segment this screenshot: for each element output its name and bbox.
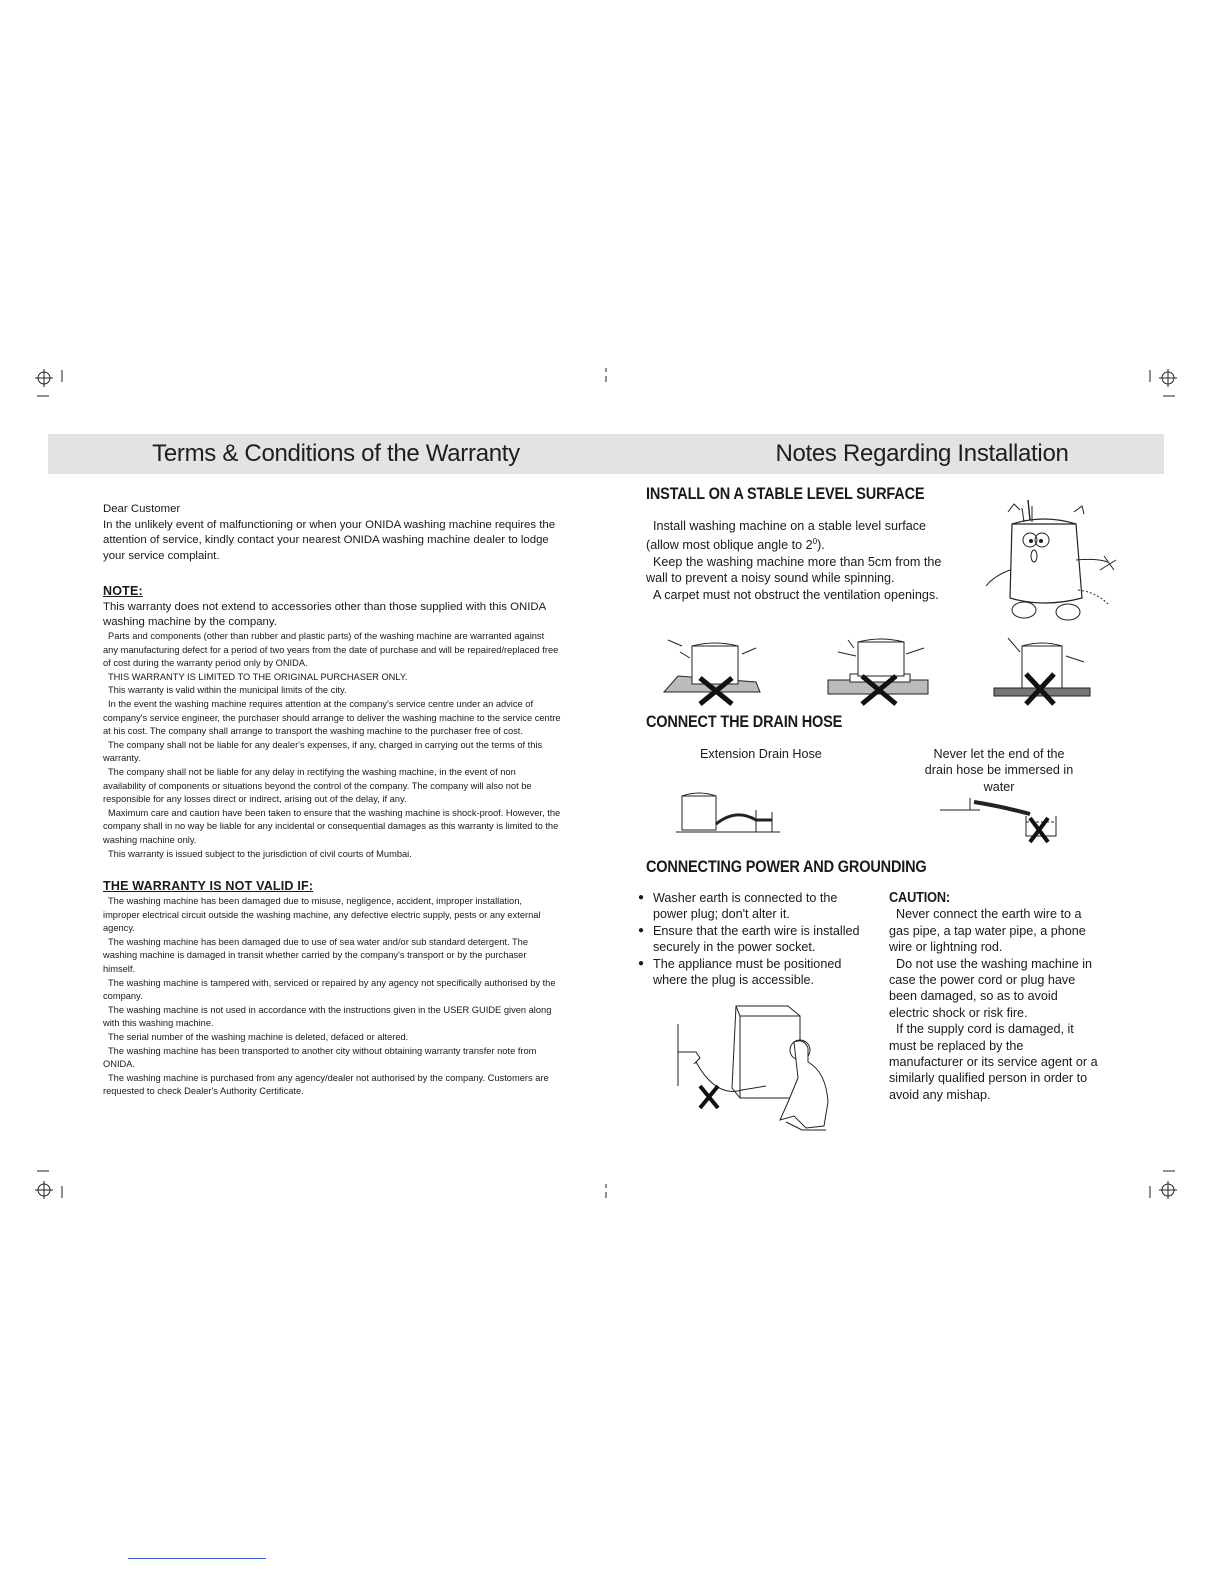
degree-superscript: 0 — [812, 537, 818, 547]
grounding-person-illustration — [676, 1002, 846, 1134]
greeting: Dear Customer — [103, 503, 181, 515]
install-line1: Install washing machine on a stable level surface (allow most oblique angle to 2 — [646, 519, 927, 553]
caution-paragraph: Never connect the earth wire to a gas pipe, a tap water pipe, a phone wire or lightning rod. — [889, 907, 1086, 955]
immersed-hose-illustration — [940, 790, 1064, 844]
caution-heading: CAUTION: — [889, 890, 950, 906]
note-paragraph: THIS WARRANTY IS LIMITED TO THE ORIGINAL PURCHASER ONLY. — [108, 671, 408, 682]
note-paragraph: This warranty is issued subject to the jurisdiction of civil courts of Mumbai. — [108, 848, 412, 859]
power-bullets — [641, 890, 867, 988]
crop-mark-bottom-right — [1146, 1166, 1186, 1200]
wrong-uneven-surface-illustration — [660, 634, 766, 700]
install-text — [646, 518, 952, 603]
wrong-carpet-illustration — [992, 634, 1092, 700]
caution-block — [889, 890, 1099, 1103]
power-heading: CONNECTING POWER AND GROUNDING — [646, 858, 927, 876]
note-paragraph: The company shall not be liable for any dealer's expenses, if any, charged in carrying out the terms of this warranty. — [103, 739, 543, 764]
drain-right-caption: Never let the end of the drain hose be immersed in water — [924, 747, 1074, 794]
warranty-terms — [103, 502, 561, 1099]
not-valid-item: The washing machine is purchased from any agency/dealer not authorised by the company. Customers are requested to check Dealer's Authority Certificate. — [103, 1072, 549, 1097]
note-lead: This warranty does not extend to accessories other than those supplied with this ONIDA washing machine by the company. — [103, 601, 546, 628]
crop-mark-top-right — [1146, 366, 1186, 400]
crop-mark-bottom-left — [30, 1166, 70, 1200]
not-valid-item: The serial number of the washing machine is deleted, defaced or altered. — [108, 1032, 409, 1043]
wrong-raised-base-illustration — [826, 634, 932, 700]
note-paragraph: This warranty is valid within the municipal limits of the city. — [108, 685, 347, 696]
install-heading: INSTALL ON A STABLE LEVEL SURFACE — [646, 485, 925, 503]
header-band — [48, 434, 1164, 474]
not-valid-item: The washing machine has been transported to another city without obtaining warranty transfer note from ONIDA. — [103, 1045, 537, 1070]
note-heading: NOTE: — [103, 584, 143, 598]
note-paragraph: Maximum care and caution have been taken to ensure that the washing machine is shock-proof. However, the company shall in no way be liable for any incidental or consequential damages as this warranty is limited to the washing machine only. — [103, 807, 561, 845]
washing-machine-character-illustration — [984, 500, 1122, 630]
drain-heading: CONNECT THE DRAIN HOSE — [646, 713, 843, 731]
fold-mark-top — [604, 368, 608, 384]
footer-rule — [128, 1558, 266, 1559]
install-line3: A carpet must not obstruct the ventilation openings. — [653, 587, 939, 602]
fold-mark-bottom — [604, 1184, 608, 1200]
caution-paragraph: If the supply cord is damaged, it must be replaced by the manufacturer or its service agent or a similarly qualified person in order to avoid any mishap. — [889, 1022, 1098, 1102]
not-valid-item: The washing machine has been damaged due to misuse, negligence, accident, improper installation, improper electrical circuit outside the washing machine, any defective electric supply, pests or any external agency. — [103, 896, 541, 934]
not-valid-item: The washing machine is tampered with, serviced or repaired by any agency not specifically authorised by the company. — [103, 977, 556, 1002]
not-valid-heading: THE WARRANTY IS NOT VALID IF: — [103, 879, 314, 894]
power-bullet: ● The appliance must be positioned where the plug is accessible. — [641, 956, 867, 989]
install-line1-end: ). — [817, 538, 825, 553]
crop-mark-top-left — [30, 366, 70, 400]
not-valid-item: The washing machine is not used in accordance with the instructions given in the USER GUIDE given along with this washing machine. — [103, 1004, 552, 1029]
note-paragraph: Parts and components (other than rubber and plastic parts) of the washing machine are warranted against any manufacturing defect for a period of two years from the date of purchase and will be repaired/replaced free of cost during the warranty period only by ONIDA. — [103, 631, 559, 669]
right-page-title: Notes Regarding Installation — [775, 440, 1069, 467]
extension-drain-hose-illustration — [676, 790, 780, 836]
power-bullet: ● Washer earth is connected to the power plug; don't alter it. — [641, 890, 867, 923]
left-page-title: Terms & Conditions of the Warranty — [152, 440, 520, 467]
note-paragraph: The company shall not be liable for any delay in rectifying the washing machine, in the event of non availability of components or situations beyond the control of the company. The company will also not be responsible for any losses direct or indirect, arising out of the delay, if any. — [103, 766, 532, 805]
drain-left-caption: Extension Drain Hose — [700, 747, 822, 761]
not-valid-item: The washing machine has been damaged due to use of sea water and/or sub standard detergent. The washing machine is damaged in transit whether carried by the company's transport or by the purchaser himself. — [103, 936, 529, 975]
caution-paragraph: Do not use the washing machine in case the power cord or plug have been damaged, so as to avoid electric shock or risk fire. — [889, 956, 1093, 1020]
intro-text: In the unlikely event of malfunctioning or when your ONIDA washing machine requires the attention of service, kindly contact your nearest ONIDA washing machine dealer to lodge your service complaint. — [103, 518, 556, 562]
install-line2: Keep the washing machine more than 5cm from the wall to prevent a noisy sound while spinning. — [646, 555, 942, 586]
note-paragraph: In the event the washing machine requires attention at the company's service centre under an advice of company's service engineer, the purchaser should arrange to deliver the washing machine to the service centre at his cost. The company shall arrange to transport the washing machine to the purchaser free of cost. — [103, 698, 561, 737]
power-bullet: ● Ensure that the earth wire is installed securely in the power socket. — [641, 923, 867, 956]
